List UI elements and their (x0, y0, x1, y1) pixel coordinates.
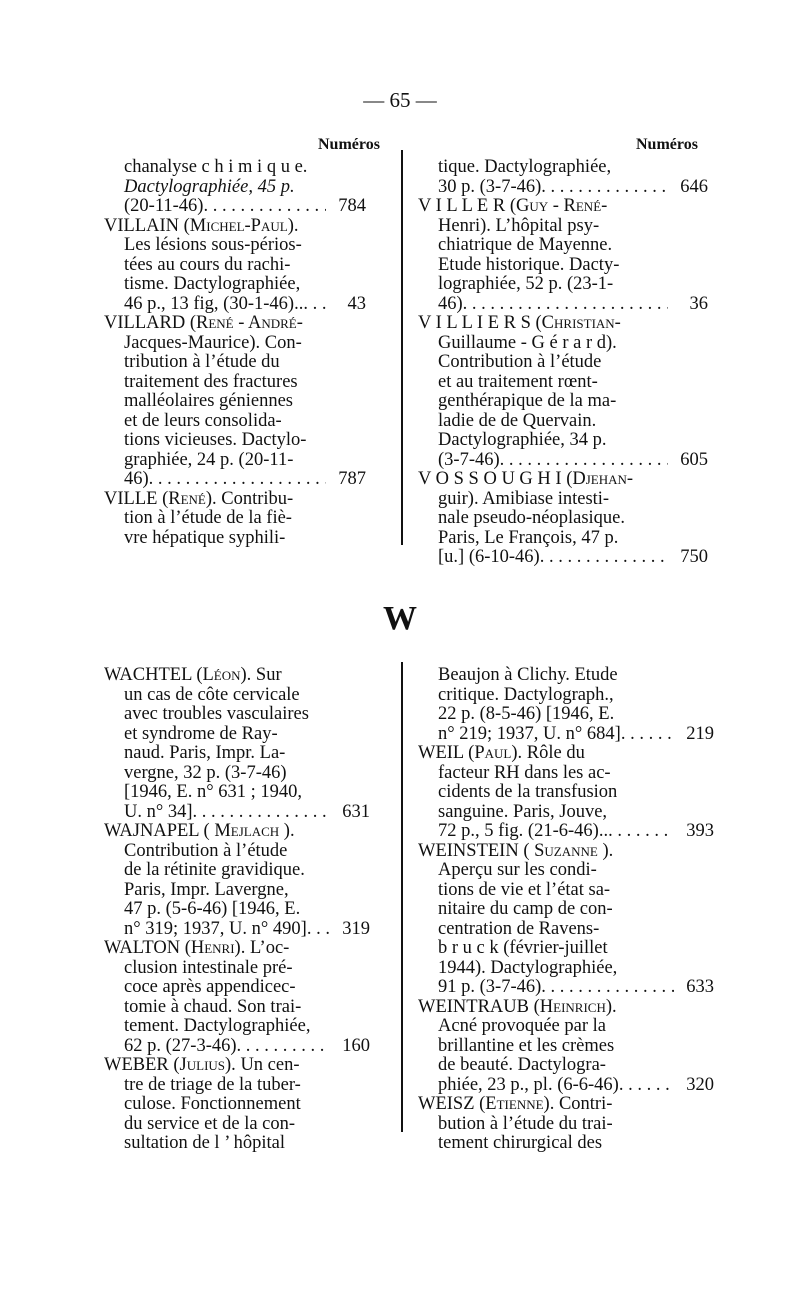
index-entry (104, 314, 366, 490)
entry-line-text: vergne, 32 p. (3-7-46) (124, 762, 287, 783)
entry-line (104, 392, 366, 412)
entry-line (104, 412, 366, 432)
entry-name: WALTON (104, 938, 181, 958)
entry-line (104, 1017, 370, 1037)
entry-heading (104, 1056, 300, 1076)
index-entry (418, 1095, 714, 1154)
entry-line (104, 197, 366, 217)
entry-line (104, 842, 370, 862)
entry-number: 631 (342, 801, 370, 822)
entry-line (418, 764, 714, 784)
entry-heading-line (418, 998, 714, 1018)
entry-heading-line (104, 314, 366, 334)
dot-leader (203, 197, 326, 217)
entry-line (104, 236, 366, 256)
entry-line (104, 803, 370, 823)
entry-line (104, 529, 366, 549)
entry-name: WEISZ (418, 1094, 475, 1114)
index-column-bottom-left (104, 666, 370, 1154)
entry-line-text: Acné provoquée par la (438, 1016, 606, 1036)
index-entry (104, 822, 370, 939)
entry-line (104, 783, 370, 803)
dot-leader (619, 1076, 674, 1096)
dot-leader (237, 1037, 330, 1057)
index-entry (104, 158, 366, 217)
entry-line (418, 822, 714, 842)
index-column-top-left (104, 158, 366, 548)
entry-line (418, 1037, 714, 1057)
entry-line-text: (20-11-46) (124, 196, 204, 216)
index-entry (104, 490, 366, 549)
entry-line-text: nitaire du camp de con- (438, 899, 613, 919)
entry-line (104, 920, 370, 940)
entry-line-text: 62 p. (27-3-46) (124, 1035, 237, 1056)
entry-line-text: Henri). L’hôpital psy- (438, 215, 600, 236)
page-number: — 65 — (363, 88, 437, 112)
entry-line (418, 1115, 714, 1135)
entry-line (418, 295, 708, 315)
entry-line-text: tique. Dactylographiée, (438, 157, 612, 177)
entry-author: (Henri). (184, 938, 246, 958)
entry-line-text: tions vicieuses. Dactylo- (124, 430, 307, 450)
entry-line (104, 998, 370, 1018)
entry-heading-line (104, 822, 370, 842)
entry-line (104, 509, 366, 529)
index-entry (418, 842, 714, 998)
entry-line-text: sanguine. Paris, Jouve, (438, 801, 608, 822)
entry-line-text: tisme. Dactylographiée, (124, 274, 301, 294)
entry-line-text: 47 p. (5-6-46) [1946, E. (124, 899, 301, 919)
entry-line-text: tre de triage de la tuber- (124, 1074, 301, 1095)
entry-line (418, 451, 708, 471)
entry-line (418, 256, 708, 276)
entry-heading (104, 314, 303, 334)
dot-leader (307, 920, 330, 940)
entry-heading (104, 822, 295, 842)
entry-name: WACHTEL (104, 665, 192, 685)
index-entry (104, 217, 366, 315)
entry-author: (Léon). (196, 665, 252, 685)
entry-line-text: chiatrique de Mayenne. (438, 235, 613, 255)
entry-line (104, 725, 370, 745)
column-header-left: Numéros (318, 136, 380, 153)
entry-number: 319 (342, 918, 370, 939)
entry-heading (418, 197, 607, 217)
entry-number: 393 (686, 821, 714, 841)
index-entry (104, 1056, 370, 1154)
entry-line (104, 1076, 370, 1096)
entry-line-text: genthérapique de la ma- (438, 391, 617, 411)
entry-line (418, 686, 714, 706)
entry-line-text: tomie à chaud. Son trai- (124, 996, 302, 1017)
entry-author: (Michel-Paul). (183, 215, 299, 236)
entry-line-text: Contribution à l’étude (438, 352, 602, 372)
entry-line (418, 1134, 714, 1154)
dot-leader (608, 822, 674, 842)
entry-line (418, 861, 714, 881)
entry-line-text: Dactylographiée, 45 p. (124, 176, 295, 197)
entry-line (104, 744, 370, 764)
entry-text: Contribu- (221, 488, 294, 509)
entry-heading-line (418, 842, 714, 862)
entry-line (104, 705, 370, 725)
entry-line-text: 46 p., 13 fig, (30-1-46).. (124, 293, 304, 314)
entry-line (104, 1037, 370, 1057)
entry-name: V I L L E R (418, 196, 506, 216)
entry-line-text: traitement des fractures (124, 371, 298, 392)
entry-line-text: ladie de de Quervain. (438, 410, 597, 431)
entry-line-text: b r u c k (février-juillet (438, 938, 608, 958)
entry-heading (104, 490, 293, 510)
entry-number: 36 (689, 293, 708, 314)
entry-line (104, 256, 366, 276)
entry-heading (418, 470, 633, 490)
entry-number: 160 (342, 1035, 370, 1056)
entry-line (104, 978, 370, 998)
entry-heading-line (104, 1056, 370, 1076)
entry-line (104, 158, 366, 178)
entry-name: V O S S O U G H I (418, 469, 562, 489)
dot-leader (621, 725, 674, 745)
entry-line (104, 764, 370, 784)
entry-line (104, 686, 370, 706)
entry-line-text: bution à l’étude du trai- (438, 1113, 613, 1134)
entry-line (104, 470, 366, 490)
dot-leader (541, 978, 674, 998)
entry-line-text: Aperçu sur les condi- (438, 860, 597, 880)
entry-line-text: lographiée, 52 p. (23-1- (438, 274, 614, 294)
entry-line-text: 91 p. (3-7-46) (438, 977, 542, 997)
entry-line (418, 705, 714, 725)
entry-line (418, 803, 714, 823)
entry-number: 320 (686, 1074, 714, 1095)
index-column-bottom-right (418, 666, 714, 1154)
entry-name: WEBER (104, 1055, 169, 1075)
entry-number: 43 (347, 293, 366, 314)
index-entry (418, 666, 714, 744)
entry-line (418, 1017, 714, 1037)
entry-line (418, 158, 708, 178)
entry-heading (104, 217, 298, 237)
entry-line (418, 392, 708, 412)
entry-heading (104, 939, 289, 959)
entry-line-text: chanalyse c h i m i q u e. (124, 157, 308, 177)
entry-heading (418, 314, 621, 334)
entry-author: (Etienne). (479, 1094, 555, 1114)
index-column-top-right (418, 158, 708, 568)
entry-line (104, 900, 370, 920)
entry-line (418, 881, 714, 901)
entry-name: VILLE (104, 488, 158, 509)
entry-line (104, 275, 366, 295)
entry-line (418, 939, 714, 959)
entry-author: (René). (162, 488, 217, 509)
entry-heading (418, 998, 617, 1018)
entry-line (418, 529, 708, 549)
entry-number: 605 (680, 449, 708, 470)
entry-line-text: culose. Fonctionnement (124, 1094, 301, 1114)
entry-line-text: n° 219; 1937, U. n° 684] (438, 723, 621, 744)
entry-author: (Julius). (173, 1055, 236, 1075)
entry-author: (Christian- (535, 313, 621, 333)
index-entry (418, 158, 708, 197)
entry-line-text: tement chirurgical des (438, 1133, 603, 1153)
entry-line (418, 236, 708, 256)
entry-line (104, 881, 370, 901)
entry-line-text: et au traitement rœnt- (438, 371, 598, 392)
entry-author: (Guy - René- (509, 196, 608, 216)
entry-line (418, 725, 714, 745)
entry-line-text: 46) (438, 293, 463, 314)
entry-line-text: 1944). Dactylographiée, (438, 957, 618, 978)
entry-line-text: tions de vie et l’état sa- (438, 879, 611, 900)
entry-heading-line (104, 490, 366, 510)
entry-text: Rôle du (526, 743, 585, 763)
entry-line (104, 861, 370, 881)
entry-line-text: nale pseudo-néoplasique. (438, 508, 625, 528)
entry-line-text: tement. Dactylographiée, (124, 1016, 311, 1036)
entry-author: ( Suzanne ). (523, 840, 614, 861)
dot-leader (149, 470, 326, 490)
entry-line (418, 666, 714, 686)
entry-line-text: Contribution à l’étude (124, 840, 288, 861)
entry-line (418, 178, 708, 198)
entry-line-text: cidents de la transfusion (438, 782, 618, 802)
entry-line-text: 46) (124, 469, 149, 489)
entry-line-text: Dactylographiée, 34 p. (438, 430, 607, 450)
entry-line (104, 451, 366, 471)
entry-line-text: 72 p., 5 fig. (21-6-46).. (438, 821, 609, 841)
entry-line-text: centration de Ravens- (438, 918, 600, 939)
entry-line-text: tribution à l’étude du (124, 352, 280, 372)
entry-line-text: tion à l’étude de la fiè- (124, 508, 292, 528)
dot-leader (500, 451, 668, 471)
entry-heading-line (418, 744, 714, 764)
entry-line-text: vre hépatique syphili- (124, 527, 286, 548)
entry-heading (104, 666, 282, 686)
dot-leader (463, 295, 668, 315)
entry-line-text: Paris, Le François, 47 p. (438, 527, 619, 548)
column-rule-top (401, 150, 403, 545)
dot-leader (193, 803, 330, 823)
column-header-right: Numéros (636, 136, 698, 153)
entry-line (104, 431, 366, 451)
entry-heading-line (418, 197, 708, 217)
entry-line (418, 353, 708, 373)
entry-line-text: [u.] (6-10-46) (438, 547, 540, 567)
entry-line-text: avec troubles vasculaires (124, 704, 309, 724)
column-rule-bottom (401, 662, 403, 1132)
entry-heading (418, 1095, 612, 1115)
index-entry (418, 998, 714, 1096)
entry-line (418, 412, 708, 432)
entry-heading (418, 842, 613, 862)
entry-line-text: 22 p. (8-5-46) [1946, E. (438, 704, 615, 724)
index-entry (418, 197, 708, 314)
entry-name: VILLAIN (104, 215, 180, 236)
entry-line-text: clusion intestinale pré- (124, 957, 293, 978)
entry-heading-line (104, 217, 366, 237)
entry-line-text: [1946, E. n° 631 ; 1940, (124, 782, 302, 802)
entry-text: L’oc- (249, 938, 290, 958)
entry-line (418, 217, 708, 237)
entry-line-text: facteur RH dans les ac- (438, 762, 611, 783)
entry-number: 633 (686, 977, 714, 997)
entry-line-text: brillantine et les crèmes (438, 1035, 615, 1056)
entry-name: VILLARD (104, 313, 186, 333)
entry-line (104, 1115, 370, 1135)
entry-author: (René - André- (189, 313, 303, 333)
entry-line (104, 334, 366, 354)
entry-line (418, 509, 708, 529)
entry-heading-line (418, 1095, 714, 1115)
index-entry (418, 470, 708, 568)
entry-line (418, 373, 708, 393)
dot-leader (541, 178, 668, 198)
index-entry (104, 939, 370, 1056)
entry-line (418, 1076, 714, 1096)
entry-line-text: Paris, Impr. Lavergne, (124, 879, 289, 900)
entry-line (418, 978, 714, 998)
index-entry (104, 666, 370, 822)
entry-line-text: graphiée, 24 p. (20-11- (124, 449, 294, 470)
entry-number: 787 (338, 469, 366, 489)
entry-line-text: Beaujon à Clichy. Etude (438, 665, 618, 685)
entry-author: (Heinrich). (533, 996, 617, 1017)
index-entry (418, 744, 714, 842)
entry-line-text: Etude historique. Dacty- (438, 254, 620, 275)
entry-name: WEIL (418, 743, 464, 763)
entry-text: Sur (255, 665, 282, 685)
entry-line-text: Les lésions sous-périos- (124, 235, 302, 255)
entry-line-text: tées au cours du rachi- (124, 254, 291, 275)
entry-text: Un cen- (240, 1055, 300, 1075)
entry-line-text: coce après appendicec- (124, 977, 296, 997)
entry-number: 784 (338, 196, 366, 216)
entry-line (104, 295, 366, 315)
entry-line (418, 959, 714, 979)
entry-line (104, 1134, 370, 1154)
index-entry (418, 314, 708, 470)
entry-heading (418, 744, 585, 764)
entry-line-text: du service et de la con- (124, 1113, 296, 1134)
entry-line-text: et syndrome de Ray- (124, 723, 278, 744)
entry-line (104, 178, 366, 198)
entry-author: (Djehan- (566, 469, 634, 489)
entry-line-text: guir). Amibiase intesti- (438, 488, 610, 509)
entry-line-text: un cas de côte cervicale (124, 684, 300, 705)
entry-line-text: critique. Dactylograph., (438, 684, 614, 705)
entry-name: WAJNAPEL (104, 821, 199, 841)
entry-line-text: n° 319; 1937, U. n° 490] (124, 918, 307, 939)
entry-line (418, 548, 708, 568)
entry-name: WEINTRAUB (418, 996, 529, 1017)
entry-number: 219 (686, 723, 714, 744)
entry-line (104, 1095, 370, 1115)
entry-name: WEINSTEIN (418, 840, 519, 861)
entry-line (104, 353, 366, 373)
entry-line-text: U. n° 34] (124, 801, 193, 822)
entry-name: V I L L I E R S (418, 313, 531, 333)
entry-number: 750 (680, 547, 708, 567)
dot-leader (540, 548, 668, 568)
entry-line-text: 30 p. (3-7-46) (438, 176, 542, 197)
section-letter: W (383, 600, 417, 637)
entry-author: (Paul). (468, 743, 523, 763)
entry-heading-line (418, 314, 708, 334)
entry-heading-line (104, 939, 370, 959)
entry-line-text: de la rétinite gravidique. (124, 860, 305, 880)
entry-line-text: de beauté. Dactylogra- (438, 1055, 606, 1075)
entry-line (418, 334, 708, 354)
entry-line-text: Jacques-Maurice). Con- (124, 332, 302, 353)
entry-line (104, 373, 366, 393)
entry-line-text: (3-7-46) (438, 449, 500, 470)
entry-line (418, 920, 714, 940)
entry-line-text: malléolaires géniennes (124, 391, 294, 411)
entry-text: Contri- (558, 1094, 613, 1114)
entry-author: ( Mejlach ). (203, 821, 295, 841)
entry-line (418, 275, 708, 295)
entry-line-text: Guillaume - G é r a r d). (438, 332, 617, 353)
entry-line (418, 431, 708, 451)
entry-line (418, 783, 714, 803)
entry-line-text: et de leurs consolida- (124, 410, 282, 431)
entry-line (418, 900, 714, 920)
entry-line-text: naud. Paris, Impr. La- (124, 743, 286, 763)
entry-line-text: sultation de l ’ hôpital (124, 1133, 285, 1153)
entry-line (418, 490, 708, 510)
dot-leader (303, 295, 326, 315)
entry-heading-line (418, 470, 708, 490)
entry-line-text: phiée, 23 p., pl. (6-6-46) (438, 1074, 619, 1095)
entry-line (104, 959, 370, 979)
entry-heading-line (104, 666, 370, 686)
entry-number: 646 (680, 176, 708, 197)
entry-line (418, 1056, 714, 1076)
